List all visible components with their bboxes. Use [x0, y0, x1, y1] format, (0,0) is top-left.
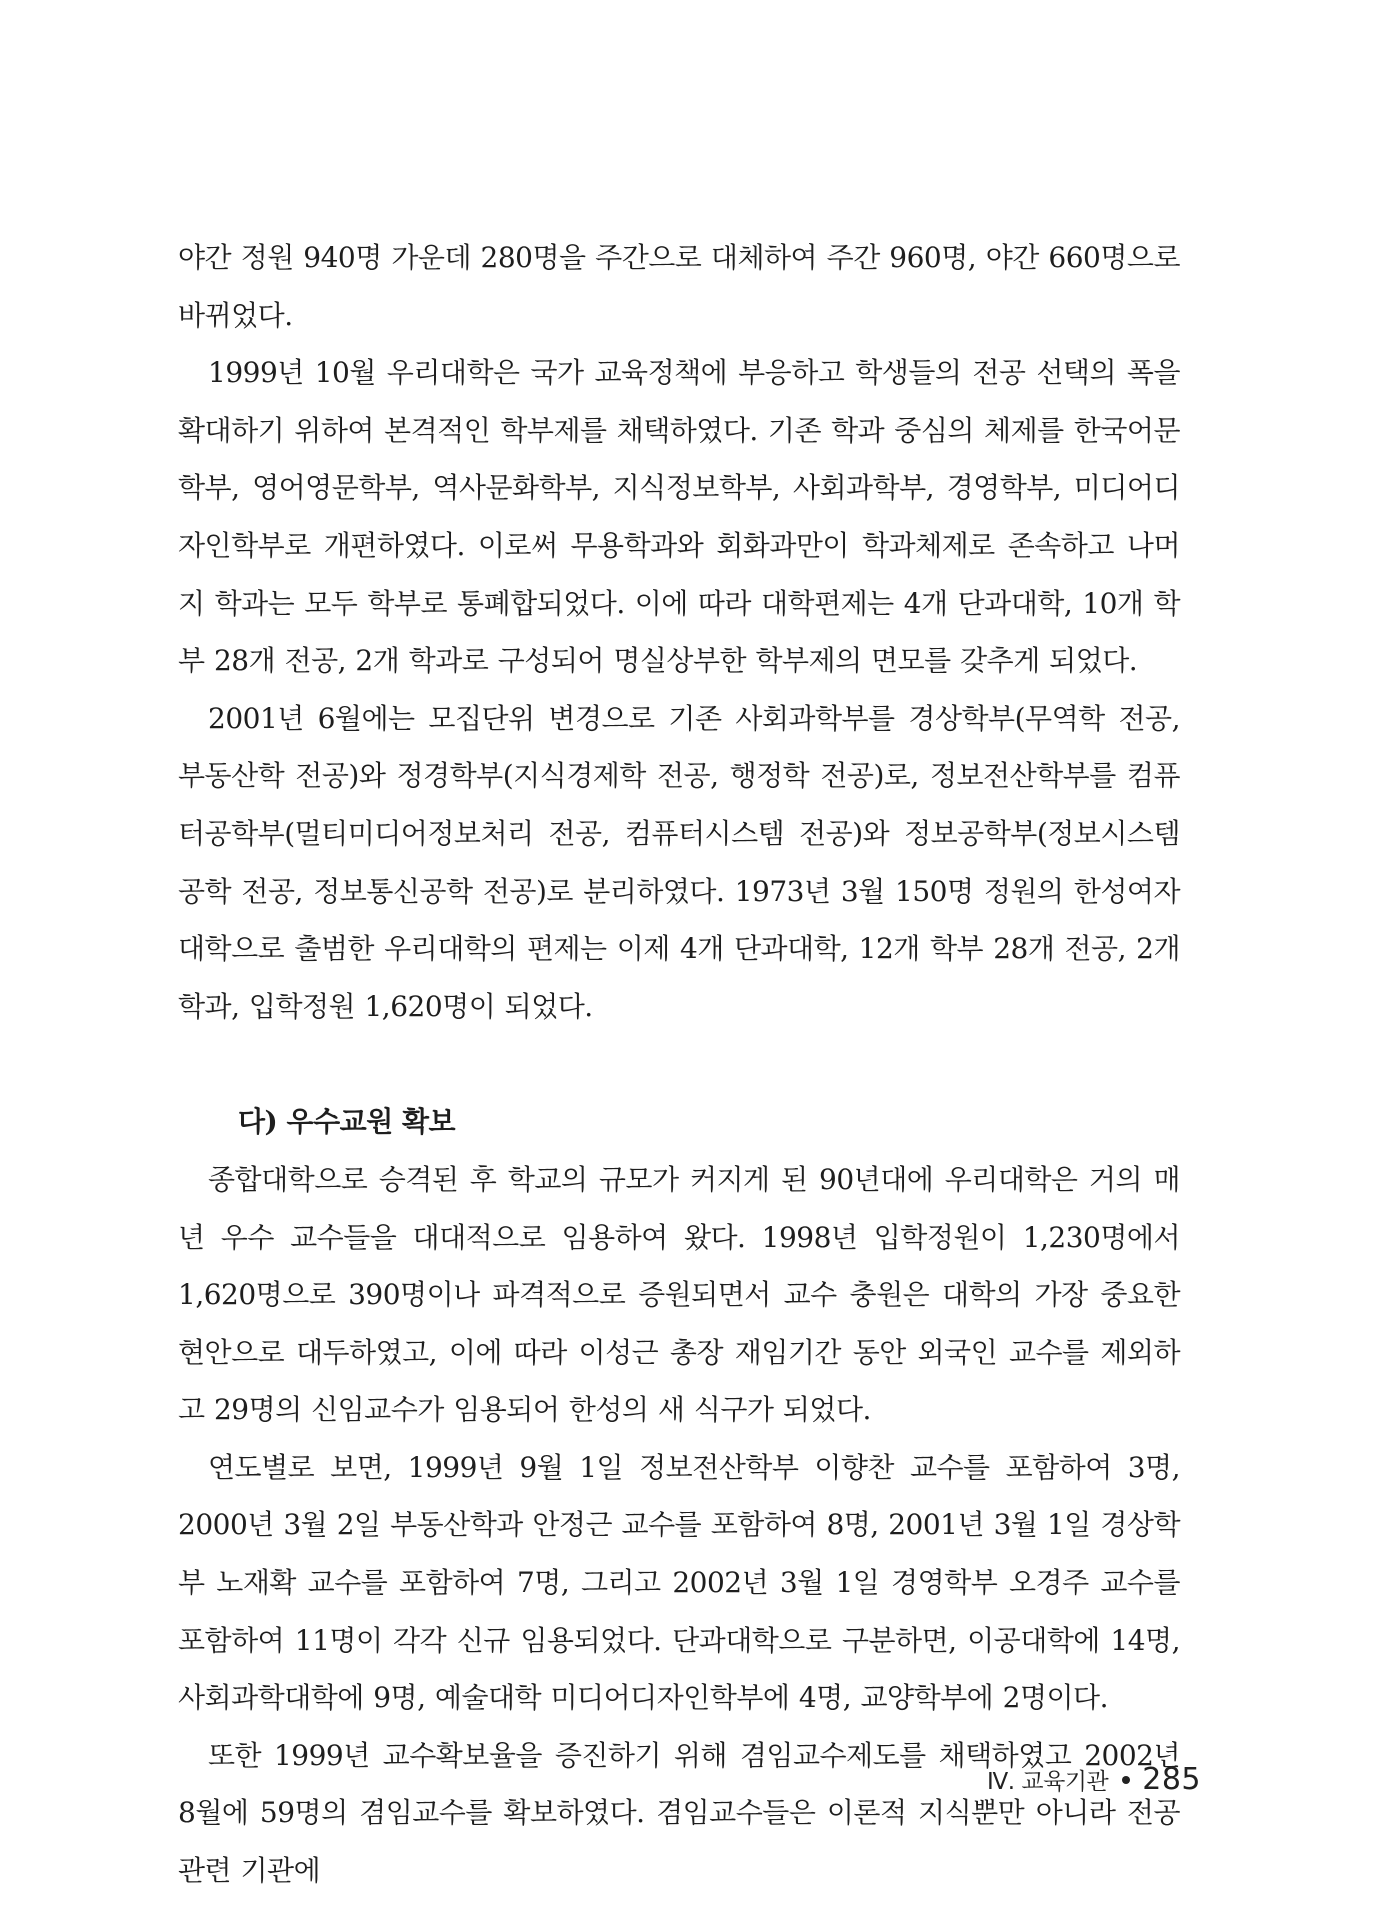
paragraph-reorganization-2001: 2001년 6월에는 모집단위 변경으로 기존 사회과학부를 경상학부(무역학 전공, 부동산학 전공)와 정경학부(지식경제학 전공, 행정학 전공)로, 정보전산학부를 컴퓨터공학부(멀티미디어정보처리 전공, 컴퓨터시스템 전공)와 정보공학부(정보시스템공학 전공, 정보통신공학 전공)로 분리하였다. 1973년 3월 150명 정원의 한성여자대학으로 출범한 우리대학의 편제는 이제 4개 단과대학, 12개 학부 28개 전공, 2개 학과, 입학정원 1,620명이 되었다. — [178, 701, 1180, 1023]
page-number: 285 — [1142, 1762, 1201, 1797]
footer-section-title: Ⅳ. 교육기관 — [987, 1769, 1109, 1795]
paragraph-yearly-hires: 연도별로 보면, 1999년 9월 1일 정보전산학부 이향찬 교수를 포함하여 3명, 2000년 3월 2일 부동산학과 안정근 교수를 포함하여 8명, 2001년 3월 1일 경상학부 노재확 교수를 포함하여 7명, 그리고 2002년 3월 1일 경영학부 오경주 교수를 포함하여 11명이 각각 신규 임용되었다. 단과대학으로 구분하면, 이공대학에 14명, 사회과학대학에 9명, 예술대학 미디어디자인학부에 4명, 교양학부에 2명이다. — [178, 1450, 1180, 1715]
paragraph-faculty-system-1999: 1999년 10월 우리대학은 국가 교육정책에 부응하고 학생들의 전공 선택의 폭을 확대하기 위하여 본격적인 학부제를 채택하였다. 기존 학과 중심의 체제를 한국어문학부, 영어영문학부, 역사문화학부, 지식정보학부, 사회과학부, 경영학부, 미디어디자인학부로 개편하였다. 이로써 무용학과와 회화과만이 학과체제로 존속하고 나머지 학과는 모두 학부로 통폐합되었다. 이에 따라 대학편제는 4개 단과대학, 10개 학부 28개 전공, 2개 학과로 구성되어 명실상부한 학부제의 면모를 갖추게 되었다. — [178, 356, 1180, 678]
paragraph-adjunct-professors: 또한 1999년 교수확보율을 증진하기 위해 겸임교수제도를 채택하였고 2002년 8월에 59명의 겸임교수를 확보하였다. 겸임교수들은 이론적 지식뿐만 아니라 전공 관련 기관에 — [178, 1738, 1180, 1888]
paragraph-faculty-recruitment: 종합대학으로 승격된 후 학교의 규모가 커지게 된 90년대에 우리대학은 거의 매년 우수 교수들을 대대적으로 임용하여 왔다. 1998년 입학정원이 1,230명에서 1,620명으로 390명이나 파격적으로 증원되면서 교수 충원은 대학의 가장 중요한 현안으로 대두하였고, 이에 따라 이성근 총장 재임기간 동안 외국인 교수를 제외하고 29명의 신임교수가 임용되어 한성의 새 식구가 되었다. — [178, 1162, 1180, 1427]
bullet-separator-icon — [1122, 1776, 1130, 1784]
paragraph-enrollment-change: 야간 정원 940명 가운데 280명을 주간으로 대체하여 주간 960명, 야간 660명으로 바뀌었다. — [178, 241, 1180, 332]
page-footer — [987, 1762, 1201, 1797]
body-text — [178, 229, 1180, 1900]
section-heading: 다) 우수교원 확보 — [238, 1105, 456, 1139]
